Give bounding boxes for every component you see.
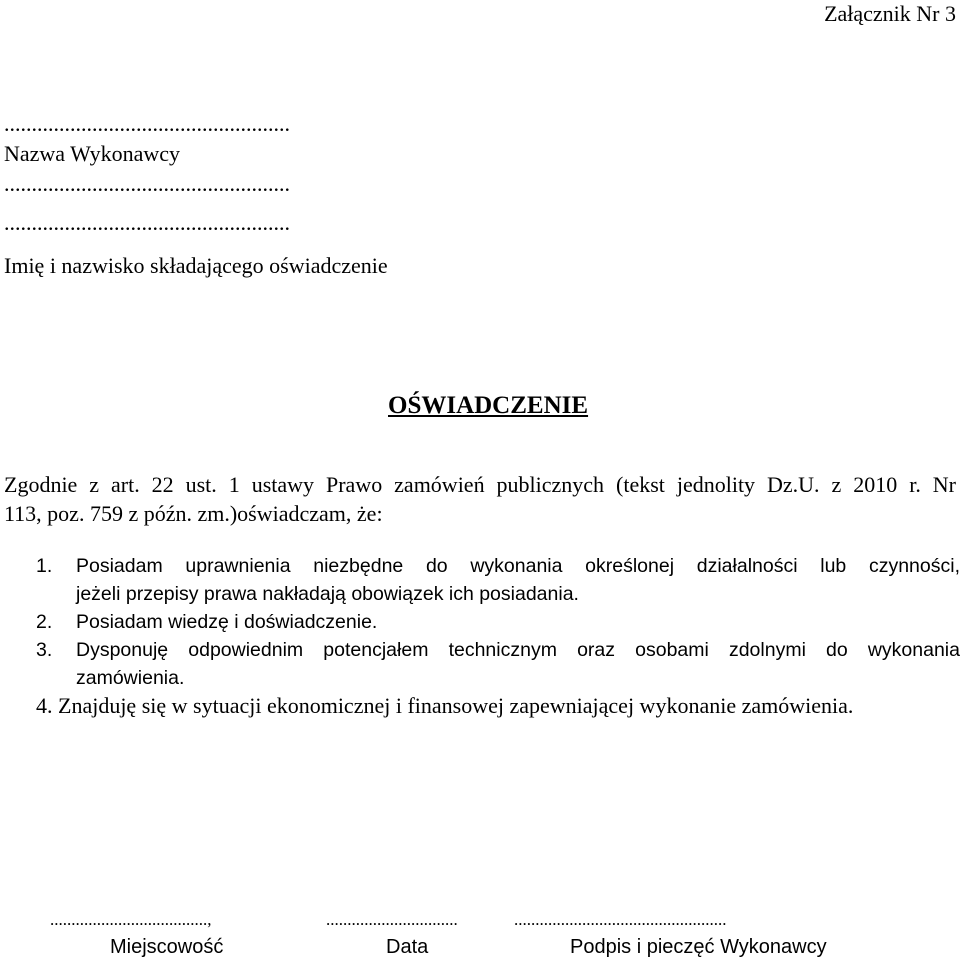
contractor-name-label: Nazwa Wykonawcy [4,141,181,166]
document-title: OŚWIADCZENIE [388,392,589,419]
contractor-dots-2: .................................................... [4,171,290,196]
item-text-line: Dysponuję odpowiednim potencjałem technicznym oraz osobami zdolnymi do wykonania [76,639,960,661]
item-number: 1. [36,555,53,577]
signature-dots: .................................................. [514,910,727,929]
contractor-dots-3: .................................................... [4,210,290,235]
signature-label: Podpis i pieczęć Wykonawcy [570,936,827,958]
item-text-line: Posiadam wiedzę i doświadczenie. [76,611,378,633]
place-dots: ....................................., [50,910,212,929]
item-number: 2. [36,611,53,633]
place-label: Miejscowość [110,936,224,958]
signer-label: Imię i nazwisko składającego oświadczenie [4,253,388,278]
item-text-line: zamówienia. [76,667,185,689]
date-label: Data [386,936,429,958]
date-dots: ............................... [326,910,458,929]
list-item-4 [36,694,853,718]
attachment-label: Załącznik Nr 3 [824,1,956,26]
contractor-dots-1: .................................................... [4,111,290,136]
intro-line-1: Zgodnie z art. 22 ust. 1 ustawy Prawo zamówień publicznych (tekst jednolity Dz.U. z 2010 r. Nr [4,472,956,497]
item-text-line: Znajduję się w sytuacji ekonomicznej i finansowej zapewniającej wykonanie zamówienia. [58,693,854,718]
intro-line-2: 113, poz. 759 z późn. zm.)oświadczam, że: [4,501,383,526]
item-number: 4. [36,693,53,718]
item-text-line: jeżeli przepisy prawa nakładają obowiązek ich posiadania. [76,583,579,605]
item-number: 3. [36,639,53,661]
item-text-line: Posiadam uprawnienia niezbędne do wykonania określonej działalności lub czynności, [76,555,960,577]
